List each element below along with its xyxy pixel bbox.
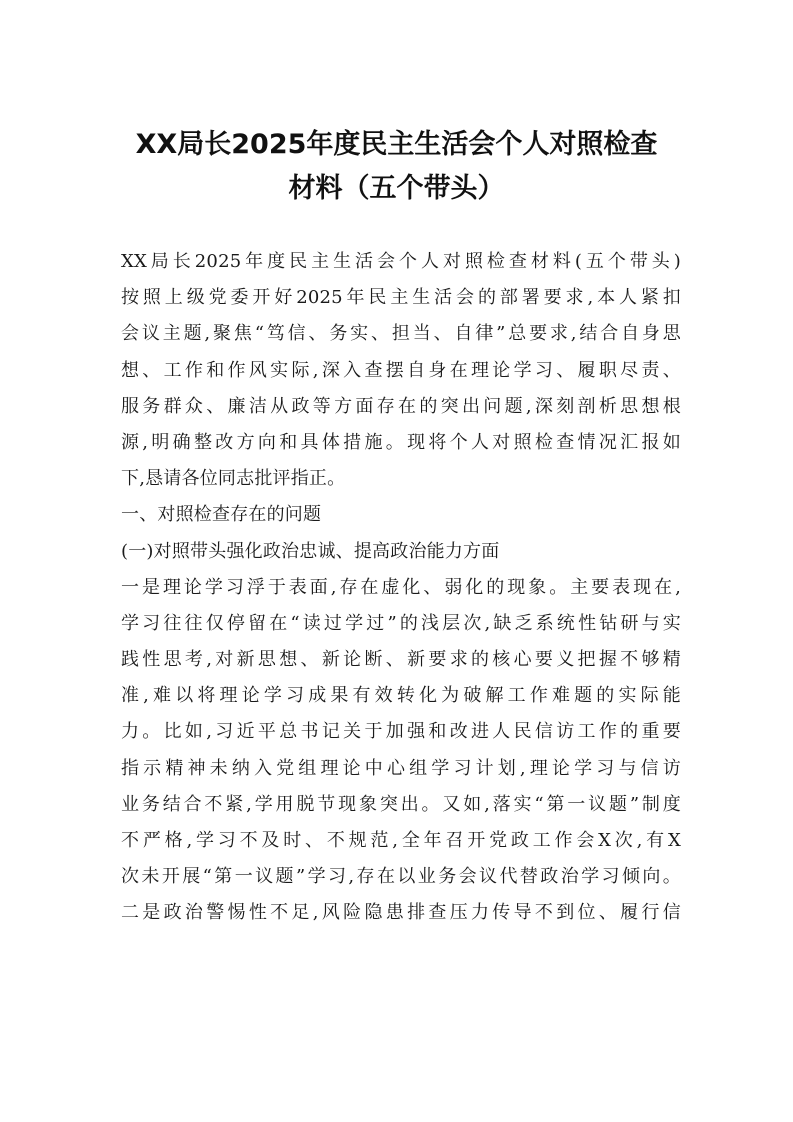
body-line: 业务结合不紧,学用脱节现象突出。又如,落实“第一议题”制度 xyxy=(121,793,681,815)
body-line: 源,明确整改方向和具体措施。现将个人对照检查情况汇报如 xyxy=(121,431,681,453)
body-line: 按照上级党委开好2025年民主生活会的部署要求,本人紧扣 xyxy=(121,287,681,309)
document-title-line-2: 材料（五个带头） xyxy=(288,173,505,204)
subsection-heading: (一)对照带头强化政治忠诚、提高政治能力方面 xyxy=(121,540,500,562)
body-line: 二是政治警惕性不足,风险隐患排查压力传导不到位、履行信 xyxy=(121,902,681,924)
body-line: 想、工作和作风实际,深入查摆自身在理论学习、履职尽责、 xyxy=(121,359,681,381)
document-title-line-1: XX局长2025年度民主生活会个人对照检查 xyxy=(135,129,658,160)
body-line: 指示精神未纳入党组理论中心组学习计划,理论学习与信访 xyxy=(121,757,681,779)
body-line: 践性思考,对新思想、新论断、新要求的核心要义把握不够精 xyxy=(121,649,681,671)
body-line: 一是理论学习浮于表面,存在虚化、弱化的现象。主要表现在, xyxy=(121,576,681,598)
body-line: 下,恳请各位同志批评指正。 xyxy=(121,468,346,490)
body-line: 准,难以将理论学习成果有效转化为破解工作难题的实际能 xyxy=(121,685,681,707)
body-line: 会议主题,聚焦“笃信、务实、担当、自律”总要求,结合自身思 xyxy=(121,323,681,345)
section-heading: 一、对照检查存在的问题 xyxy=(121,504,322,526)
body-line: 次未开展“第一议题”学习,存在以业务会议代替政治学习倾向。 xyxy=(121,866,681,888)
body-line: XX局长2025年度民主生活会个人对照检查材料(五个带头) xyxy=(121,251,681,272)
body-line: 力。比如,习近平总书记关于加强和改进人民信访工作的重要 xyxy=(121,721,681,743)
body-line: 服务群众、廉洁从政等方面存在的突出问题,深刻剖析思想根 xyxy=(121,395,681,417)
body-line: 学习往往仅停留在“读过学过”的浅层次,缺乏系统性钻研与实 xyxy=(121,612,681,634)
document-body xyxy=(121,244,681,932)
body-line: 不严格,学习不及时、不规范,全年召开党政工作会X次,有X xyxy=(121,830,681,851)
